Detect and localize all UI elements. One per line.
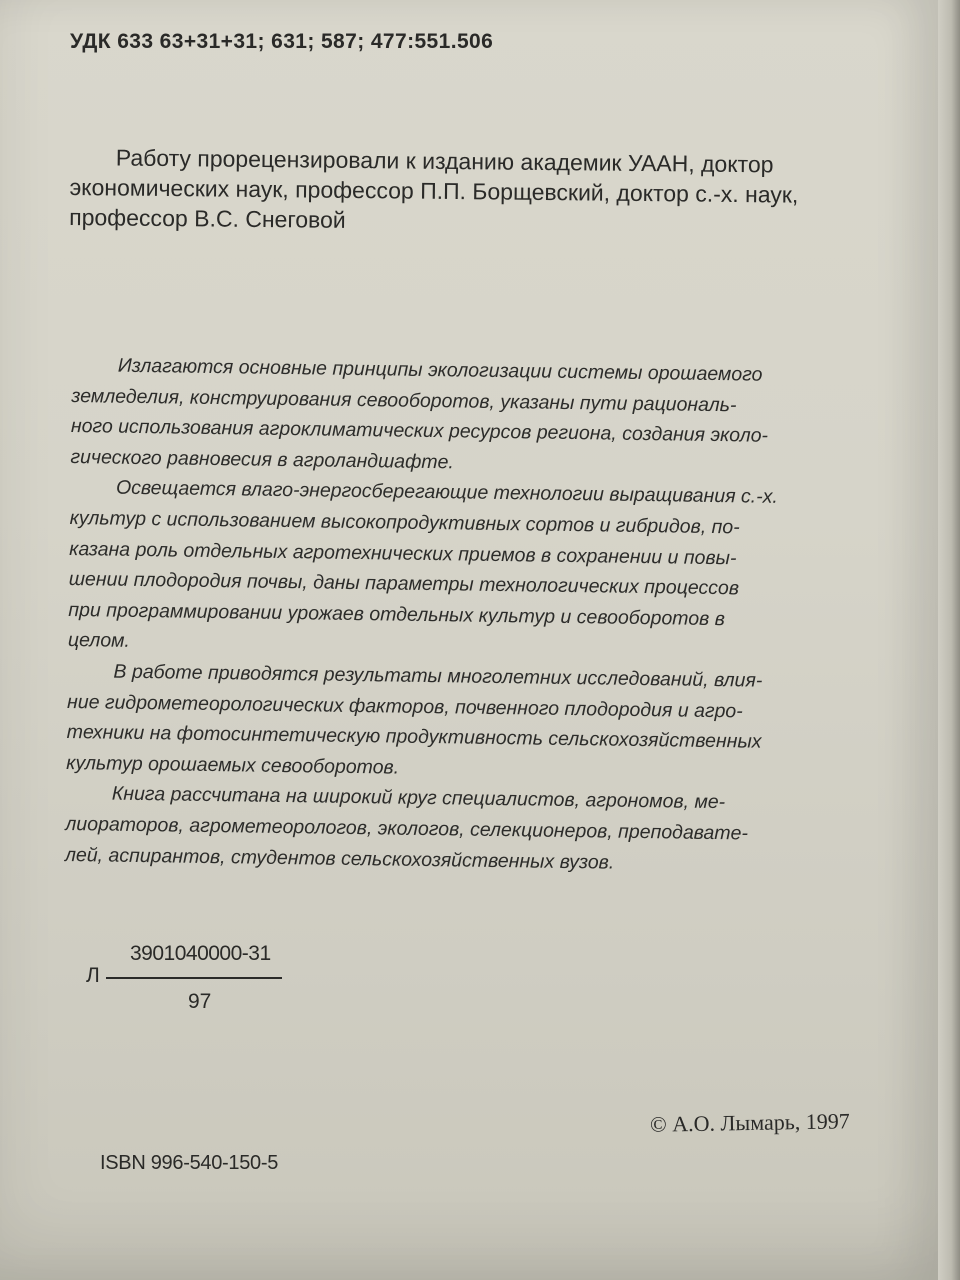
abstract-line: Излагаются основные принципы экологизации системы орошаемого bbox=[117, 354, 763, 386]
library-code-denominator: 97 bbox=[188, 990, 212, 1013]
udk-classification: УДК 633 63+31+31; 631; 587; 477:551.506 bbox=[70, 30, 494, 53]
library-code-letter: Л bbox=[86, 964, 100, 987]
abstract-line: культур с использованием высокопродуктивных сортов и гибридов, по- bbox=[69, 506, 740, 539]
reviewers-line: Работу прорецензировали к изданию академик УААН, доктор bbox=[115, 144, 774, 178]
abstract-line: техники на фотосинтетическую продуктивность сельскохозяйственных bbox=[66, 721, 762, 753]
abstract-line: шении плодородия почвы, даны параметры технологических процессов bbox=[68, 568, 740, 600]
abstract-line: В работе приводятся результаты многолетних исследований, влия- bbox=[113, 660, 763, 692]
library-code bbox=[86, 940, 296, 1020]
fraction-rule bbox=[106, 977, 282, 979]
abstract-line: земледелия, конструирования севооборотов, указаны пути рациональ- bbox=[71, 384, 737, 416]
abstract-line: лиораторов, агрометеорологов, экологов, селекционеров, преподавате- bbox=[65, 812, 749, 845]
copyright-notice: © А.О. Лымарь, 1997 bbox=[649, 1108, 850, 1137]
library-code-numerator: 3901040000-31 bbox=[130, 942, 271, 965]
abstract-line: казана роль отдельных агротехнических приемов в сохранении и повы- bbox=[69, 537, 737, 569]
abstract-line: Освещается влаго-энергосберегающие технологии выращивания с.-х. bbox=[115, 477, 778, 509]
abstract-text bbox=[65, 350, 872, 881]
abstract-line: при программировании урожаев отдельных культур и севооборотов в bbox=[68, 598, 726, 630]
abstract-line: гического равновесия в агроландшафте. bbox=[70, 445, 455, 474]
page-edge bbox=[938, 0, 960, 1280]
isbn-number: ISBN 996-540-150-5 bbox=[100, 1152, 279, 1174]
abstract-line: лей, аспирантов, студентов сельскохозяйственных вузов. bbox=[64, 843, 615, 874]
reviewers-line: профессор В.С. Снеговой bbox=[69, 203, 346, 233]
reviewers-paragraph bbox=[69, 142, 870, 240]
abstract-line: культур орошаемых севооборотов. bbox=[66, 751, 400, 779]
abstract-line: целом. bbox=[67, 629, 131, 653]
abstract-line: ного использования агроклиматических ресурсов региона, создания эколо- bbox=[70, 415, 769, 447]
abstract-line: Книга рассчитана на широкий круг специалистов, агрономов, ме- bbox=[111, 782, 726, 814]
reviewers-line: экономических наук, профессор П.П. Борщевский, доктор с.-х. наук, bbox=[69, 173, 799, 208]
abstract-line: ние гидрометеорологических факторов, почвенного плодородия и агро- bbox=[66, 690, 743, 722]
